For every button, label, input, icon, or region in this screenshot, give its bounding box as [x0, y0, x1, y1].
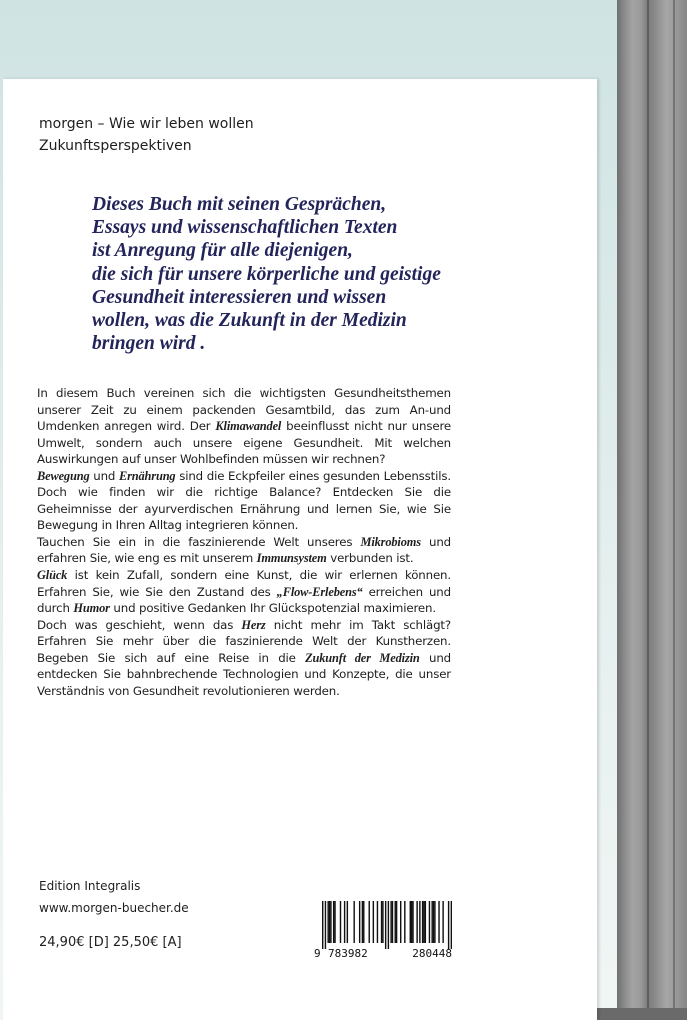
barcode-bar — [373, 901, 374, 943]
barcode-bar — [322, 901, 323, 949]
blurb-keyword: Herz — [241, 617, 266, 632]
price-label: 24,90€ [D] 25,50€ [A] — [39, 935, 182, 950]
barcode-bar — [369, 901, 370, 943]
barcode-bar — [340, 901, 341, 943]
barcode-bar — [390, 901, 391, 943]
blurb-text — [37, 385, 451, 699]
barcode-bar — [329, 901, 330, 943]
barcode-bar — [363, 901, 364, 943]
quote-line: Essays und wissenschaftlichen Texten — [92, 217, 398, 239]
barcode-bar — [362, 901, 363, 943]
barcode-bar — [448, 901, 449, 949]
blurb-keyword: Bewegung — [37, 468, 90, 483]
blurb-text-run: Doch was geschieht, wenn das — [37, 617, 242, 632]
quote-line: Dieses Buch mit seinen Gesprächen, — [92, 194, 387, 215]
blurb-keyword: Mikrobioms — [360, 534, 421, 549]
barcode-bar — [382, 901, 383, 943]
barcode-bar — [333, 901, 334, 943]
barcode-bar — [423, 901, 424, 943]
blurb-text-run: erreichen und durch — [37, 584, 451, 616]
barcode-bar — [410, 901, 411, 943]
blurb-keyword: Klimawandel — [215, 419, 282, 434]
blurb-text-run: In diesem Buch vereinen sich die wichtigsten Gesundheitsthemen unserer Zeit zu einem packenden Gesamtbild, das zum An-und Umdenken anregen wird. Der — [37, 386, 451, 434]
blurb-paragraph-heart — [37, 617, 451, 700]
quote-line: wollen, was die Zukunft in der Medizin — [92, 310, 407, 332]
barcode-bar — [347, 901, 348, 943]
quote-line: bringen wird . — [92, 333, 206, 355]
quote-line: die sich für unsere körperliche und geistige — [92, 263, 441, 285]
barcode-digits — [328, 947, 452, 960]
blurb-text-run: verbunden ist. — [326, 551, 414, 566]
blurb-paragraph-microbiome — [37, 534, 451, 567]
barcode-group-left: 783982 — [328, 947, 368, 960]
barcode-bar — [377, 901, 378, 943]
blurb-text-run: und — [89, 468, 119, 483]
blurb-paragraph-movement — [37, 468, 451, 534]
barcode-bar — [325, 901, 326, 949]
barcode-bar — [416, 901, 417, 943]
blurb-text-run: ist kein Zufall, sondern eine Kunst, die wir erlernen können. Erfahren Sie, wie Sie den Zustand des — [37, 568, 451, 599]
blurb-text-run: Tauchen Sie ein in die faszinierende Welt unseres — [37, 534, 361, 549]
barcode-bar — [404, 901, 405, 943]
blurb-text-run: und positive Gedanken Ihr Glückspotenzial maximieren. — [109, 601, 436, 616]
barcode-bar — [451, 901, 452, 949]
barcode-bar — [385, 901, 386, 949]
barcode-bar — [395, 901, 396, 943]
barcode-bar — [425, 901, 426, 943]
barcode-bar — [327, 901, 328, 943]
series-heading — [39, 113, 254, 157]
series-title: morgen – Wie wir leben wollen — [39, 116, 254, 132]
quote-line: ist Anregung für alle diejenigen, — [92, 240, 353, 262]
isbn-barcode — [314, 901, 452, 967]
blurb-text-run: sind die Eckpfeiler eines gesunden Lebensstils. Doch wie finden wir die richtige Balance? Entdecken Sie die Geheimnisse der ayurverdischen Ernährung und lernen Sie, wie Sie Bewegung in Ihren Alltag integrieren können. — [37, 468, 451, 533]
barcode-bar — [353, 901, 354, 943]
barcode-bar — [433, 901, 434, 943]
blurb-paragraph-climate — [37, 385, 451, 468]
publisher-website: www.morgen-buecher.de — [39, 901, 189, 915]
back-cover — [3, 79, 597, 1020]
barcode-bar — [431, 901, 432, 943]
publisher-info — [39, 875, 189, 919]
blurb-text-run: und erfahren Sie, wie eng es mit unserem — [37, 534, 452, 566]
barcode-bars — [322, 901, 452, 949]
barcode-bar — [381, 901, 382, 943]
barcode-group-right: 280448 — [412, 947, 452, 960]
blurb-keyword: Glück — [37, 568, 68, 583]
barcode-bar — [411, 901, 412, 943]
blurb-keyword: Immunsystem — [256, 551, 327, 566]
book-spine — [617, 0, 687, 1020]
quote-line: Gesundheit interessieren und wissen — [92, 286, 387, 308]
barcode-bar — [396, 901, 397, 943]
publisher-name: Edition Integralis — [39, 879, 141, 893]
barcode-bar — [392, 901, 393, 943]
series-subtitle: Zukunftsperspektiven — [39, 138, 192, 154]
blurb-text-run: nicht mehr im Takt schlägt? Erfahren Sie mehr über die faszinierende Welt der Kunstherzen. Begeben Sie sich auf eine Reise in die — [37, 617, 452, 665]
barcode-bar — [344, 901, 345, 943]
blurb-keyword: Ernährung — [118, 468, 176, 483]
barcode-bar — [334, 901, 335, 943]
blurb-keyword: Zukunft der Medizin — [305, 650, 420, 665]
barcode-bar — [434, 901, 435, 943]
barcode-bar — [419, 901, 420, 943]
blurb-keyword: Humor — [73, 601, 110, 616]
barcode-bar — [412, 901, 413, 943]
barcode-bar — [438, 901, 439, 943]
barcode-digit-first: 9 — [314, 947, 321, 960]
blurb-keyword: „Flow-Erlebens“ — [276, 584, 363, 599]
spine-fold-line — [673, 0, 675, 1020]
pull-quote — [92, 193, 472, 355]
spine-base — [597, 1008, 687, 1020]
spine-fold-line — [647, 0, 649, 1020]
barcode-bar — [400, 901, 401, 943]
barcode-bar — [429, 901, 430, 943]
barcode-bar — [422, 901, 423, 943]
barcode-bar — [388, 901, 389, 949]
blurb-text-run: beeinflusst nicht nur unsere Umwelt, sondern auch unsere eigene Gesundheit. Mit welchen Auswirkungen auf unser Wohlbefinden müssen wir rechnen? — [37, 419, 451, 467]
blurb-text-run: und entdecken Sie bahnbrechende Technologien und Konzepte, die unser Verständnis von Gesundheit revolutionieren werden. — [37, 650, 451, 698]
blurb-paragraph-happiness — [37, 567, 451, 617]
barcode-bar — [442, 901, 443, 943]
barcode-bar — [330, 901, 331, 943]
barcode-bar — [359, 901, 360, 943]
